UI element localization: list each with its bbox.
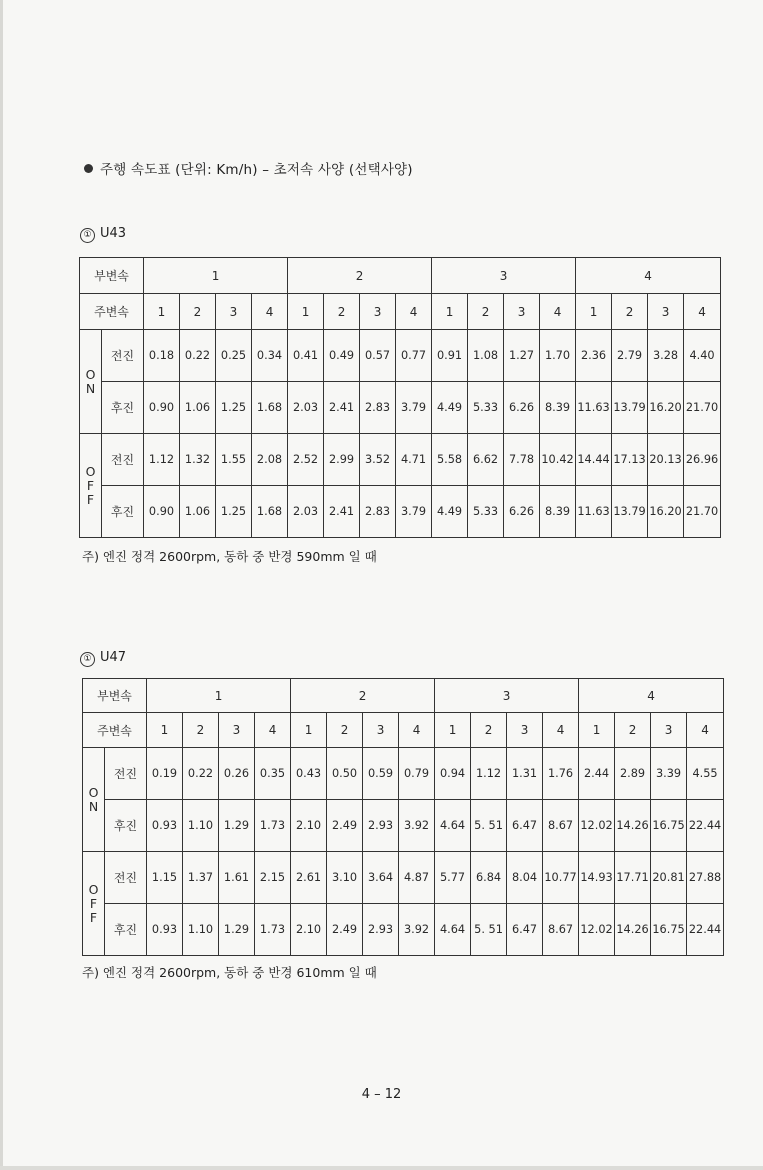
speed-value: 1.27: [504, 330, 540, 382]
speed-value: 26.96: [684, 434, 721, 486]
speed-value: 17.71: [615, 852, 651, 904]
speed-value: 1.68: [252, 486, 288, 538]
state-label: O N: [83, 748, 105, 852]
speed-value: 2.83: [360, 382, 396, 434]
speed-value: 5.77: [435, 852, 471, 904]
main-gear-header: 1: [576, 294, 612, 330]
speed-value: 1.15: [147, 852, 183, 904]
main-gear-header: 3: [363, 713, 399, 748]
direction-label: 전진: [102, 434, 144, 486]
header-row-sub: [83, 679, 724, 713]
page-edge: [0, 0, 3, 1170]
speed-value: 0.90: [144, 486, 180, 538]
speed-value: 16.20: [648, 486, 684, 538]
main-gear-header: 2: [615, 713, 651, 748]
speed-value: 4.49: [432, 382, 468, 434]
direction-label: 전진: [105, 748, 147, 800]
direction-label: 후진: [102, 382, 144, 434]
sub-gear-header: 3: [435, 679, 579, 713]
model-label: [80, 226, 126, 243]
speed-value: 3.28: [648, 330, 684, 382]
speed-value: 5. 51: [471, 800, 507, 852]
table-note: 주) 엔진 정격 2600rpm, 동하 중 반경 590mm 일 때: [82, 549, 377, 564]
sub-gear-header: 1: [144, 258, 288, 294]
header-row-main: [83, 713, 724, 748]
speed-value: 16.75: [651, 904, 687, 956]
speed-value: 1.29: [219, 800, 255, 852]
speed-value: 2.41: [324, 382, 360, 434]
speed-value: 2.52: [288, 434, 324, 486]
main-gear-header: 3: [504, 294, 540, 330]
speed-value: 10.77: [543, 852, 579, 904]
speed-value: 4.55: [687, 748, 724, 800]
speed-value: 2.89: [615, 748, 651, 800]
table-row: [83, 748, 724, 800]
speed-value: 20.81: [651, 852, 687, 904]
speed-value: 4.64: [435, 800, 471, 852]
main-gear-header: 4: [252, 294, 288, 330]
speed-value: 3.52: [360, 434, 396, 486]
sub-gear-header: 4: [579, 679, 724, 713]
table-row: [83, 852, 724, 904]
direction-label: 후진: [105, 904, 147, 956]
model-label: [80, 650, 126, 667]
speed-value: 1.61: [219, 852, 255, 904]
speed-value: 0.90: [144, 382, 180, 434]
page-number: 4 – 12: [361, 1087, 402, 1102]
speed-value: 0.34: [252, 330, 288, 382]
speed-value: 0.41: [288, 330, 324, 382]
speed-value: 12.02: [579, 800, 615, 852]
speed-value: 13.79: [612, 382, 648, 434]
speed-value: 2.49: [327, 800, 363, 852]
table-row: [83, 800, 724, 852]
state-label: O N: [80, 330, 102, 434]
speed-value: 1.73: [255, 904, 291, 956]
speed-value: 3.79: [396, 382, 432, 434]
speed-value: 4.64: [435, 904, 471, 956]
speed-value: 2.79: [612, 330, 648, 382]
main-transmission-label: 주변속: [83, 713, 147, 748]
speed-value: 1.55: [216, 434, 252, 486]
speed-value: 2.10: [291, 800, 327, 852]
main-gear-header: 4: [543, 713, 579, 748]
table-row: [83, 904, 724, 956]
speed-value: 2.93: [363, 800, 399, 852]
bullet-icon: [84, 164, 93, 173]
speed-value: 5.58: [432, 434, 468, 486]
speed-value: 20.13: [648, 434, 684, 486]
speed-value: 0.22: [183, 748, 219, 800]
main-gear-header: 1: [432, 294, 468, 330]
main-gear-header: 4: [396, 294, 432, 330]
speed-value: 2.10: [291, 904, 327, 956]
section-heading: [84, 158, 413, 178]
speed-value: 14.93: [579, 852, 615, 904]
main-gear-header: 3: [651, 713, 687, 748]
speed-value: 1.32: [180, 434, 216, 486]
main-gear-header: 4: [540, 294, 576, 330]
table-row: [80, 434, 721, 486]
speed-value: 2.08: [252, 434, 288, 486]
speed-value: 16.20: [648, 382, 684, 434]
speed-value: 2.93: [363, 904, 399, 956]
speed-value: 1.10: [183, 800, 219, 852]
table-row: [80, 330, 721, 382]
speed-value: 21.70: [684, 486, 721, 538]
speed-value: 14.26: [615, 904, 651, 956]
speed-value: 4.40: [684, 330, 721, 382]
speed-value: 22.44: [687, 904, 724, 956]
main-gear-header: 2: [468, 294, 504, 330]
main-gear-header: 1: [291, 713, 327, 748]
speed-table: [82, 678, 724, 956]
speed-value: 1.31: [507, 748, 543, 800]
main-gear-header: 1: [147, 713, 183, 748]
main-gear-header: 2: [612, 294, 648, 330]
speed-value: 6.26: [504, 486, 540, 538]
speed-value: 1.73: [255, 800, 291, 852]
speed-value: 3.79: [396, 486, 432, 538]
speed-value: 2.36: [576, 330, 612, 382]
speed-value: 5.33: [468, 382, 504, 434]
speed-value: 5.33: [468, 486, 504, 538]
speed-value: 11.63: [576, 486, 612, 538]
speed-value: 2.03: [288, 486, 324, 538]
speed-value: 0.22: [180, 330, 216, 382]
speed-value: 0.59: [363, 748, 399, 800]
main-gear-header: 3: [219, 713, 255, 748]
speed-value: 3.92: [399, 800, 435, 852]
speed-value: 1.12: [471, 748, 507, 800]
direction-label: 전진: [105, 852, 147, 904]
main-gear-header: 4: [687, 713, 724, 748]
speed-value: 1.08: [468, 330, 504, 382]
speed-value: 0.25: [216, 330, 252, 382]
main-transmission-label: 주변속: [80, 294, 144, 330]
speed-value: 17.13: [612, 434, 648, 486]
speed-value: 2.41: [324, 486, 360, 538]
speed-value: 0.77: [396, 330, 432, 382]
speed-value: 2.44: [579, 748, 615, 800]
speed-value: 2.99: [324, 434, 360, 486]
speed-value: 6.26: [504, 382, 540, 434]
speed-value: 1.06: [180, 382, 216, 434]
speed-value: 6.47: [507, 800, 543, 852]
heading-text: 주행 속도표 (단위: Km/h) – 초저속 사양 (선택사양): [100, 162, 413, 178]
table-row: [80, 382, 721, 434]
speed-value: 22.44: [687, 800, 724, 852]
speed-value: 0.93: [147, 904, 183, 956]
main-gear-header: 4: [399, 713, 435, 748]
model-name: U43: [100, 226, 127, 241]
speed-value: 27.88: [687, 852, 724, 904]
speed-value: 3.10: [327, 852, 363, 904]
main-gear-header: 2: [324, 294, 360, 330]
speed-value: 0.50: [327, 748, 363, 800]
speed-value: 0.94: [435, 748, 471, 800]
speed-value: 1.12: [144, 434, 180, 486]
model-name: U47: [100, 650, 127, 665]
main-gear-header: 3: [216, 294, 252, 330]
main-gear-header: 1: [288, 294, 324, 330]
speed-value: 11.63: [576, 382, 612, 434]
direction-label: 후진: [105, 800, 147, 852]
speed-value: 14.26: [615, 800, 651, 852]
speed-value: 0.93: [147, 800, 183, 852]
speed-value: 0.18: [144, 330, 180, 382]
speed-value: 2.83: [360, 486, 396, 538]
speed-value: 1.37: [183, 852, 219, 904]
speed-value: 10.42: [540, 434, 576, 486]
speed-value: 3.39: [651, 748, 687, 800]
speed-value: 6.62: [468, 434, 504, 486]
page-edge: [0, 1166, 763, 1170]
sub-transmission-label: 부변속: [80, 258, 144, 294]
sub-gear-header: 3: [432, 258, 576, 294]
main-gear-header: 2: [180, 294, 216, 330]
main-gear-header: 3: [507, 713, 543, 748]
main-gear-header: 2: [471, 713, 507, 748]
circled-number: ①: [80, 228, 95, 243]
speed-value: 4.71: [396, 434, 432, 486]
main-gear-header: 1: [435, 713, 471, 748]
speed-value: 0.91: [432, 330, 468, 382]
speed-value: 4.49: [432, 486, 468, 538]
speed-value: 1.76: [543, 748, 579, 800]
speed-value: 0.19: [147, 748, 183, 800]
speed-value: 1.25: [216, 486, 252, 538]
main-gear-header: 1: [579, 713, 615, 748]
speed-value: 4.87: [399, 852, 435, 904]
speed-value: 8.67: [543, 800, 579, 852]
speed-value: 0.79: [399, 748, 435, 800]
main-gear-header: 4: [255, 713, 291, 748]
speed-value: 1.06: [180, 486, 216, 538]
speed-value: 1.10: [183, 904, 219, 956]
speed-value: 8.39: [540, 486, 576, 538]
speed-value: 12.02: [579, 904, 615, 956]
sub-gear-header: 2: [288, 258, 432, 294]
speed-value: 1.29: [219, 904, 255, 956]
state-label: O F F: [83, 852, 105, 956]
speed-value: 3.92: [399, 904, 435, 956]
speed-value: 0.35: [255, 748, 291, 800]
table-note: 주) 엔진 정격 2600rpm, 동하 중 반경 610mm 일 때: [82, 965, 377, 980]
main-gear-header: 2: [327, 713, 363, 748]
speed-value: 0.49: [324, 330, 360, 382]
state-label: O F F: [80, 434, 102, 538]
main-gear-header: 4: [684, 294, 721, 330]
speed-value: 8.67: [543, 904, 579, 956]
speed-value: 16.75: [651, 800, 687, 852]
table-row: [80, 486, 721, 538]
speed-value: 1.70: [540, 330, 576, 382]
main-gear-header: 3: [648, 294, 684, 330]
main-gear-header: 2: [183, 713, 219, 748]
speed-value: 2.03: [288, 382, 324, 434]
speed-value: 0.43: [291, 748, 327, 800]
speed-value: 1.25: [216, 382, 252, 434]
speed-value: 6.84: [471, 852, 507, 904]
speed-value: 7.78: [504, 434, 540, 486]
speed-value: 14.44: [576, 434, 612, 486]
speed-value: 6.47: [507, 904, 543, 956]
speed-value: 8.04: [507, 852, 543, 904]
sub-gear-header: 2: [291, 679, 435, 713]
direction-label: 후진: [102, 486, 144, 538]
speed-table: [79, 257, 721, 538]
speed-value: 1.68: [252, 382, 288, 434]
main-gear-header: 3: [360, 294, 396, 330]
main-gear-header: 1: [144, 294, 180, 330]
speed-value: 2.61: [291, 852, 327, 904]
header-row-main: [80, 294, 721, 330]
header-row-sub: [80, 258, 721, 294]
speed-value: 5. 51: [471, 904, 507, 956]
speed-value: 0.57: [360, 330, 396, 382]
sub-transmission-label: 부변속: [83, 679, 147, 713]
sub-gear-header: 4: [576, 258, 721, 294]
speed-value: 2.15: [255, 852, 291, 904]
direction-label: 전진: [102, 330, 144, 382]
speed-value: 3.64: [363, 852, 399, 904]
circled-number: ①: [80, 652, 95, 667]
speed-value: 13.79: [612, 486, 648, 538]
speed-value: 8.39: [540, 382, 576, 434]
speed-value: 2.49: [327, 904, 363, 956]
speed-value: 0.26: [219, 748, 255, 800]
sub-gear-header: 1: [147, 679, 291, 713]
speed-value: 21.70: [684, 382, 721, 434]
